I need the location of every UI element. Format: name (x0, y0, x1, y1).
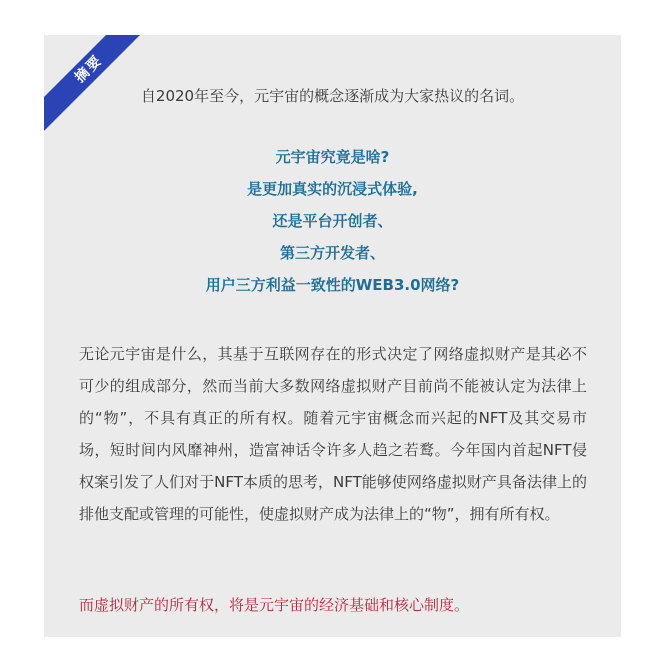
question-line: 第三方开发者、 (279, 244, 385, 262)
question-line: 用户三方利益一致性的WEB3.0网络? (205, 276, 460, 294)
question-line: 元宇宙究竟是啥? (275, 148, 390, 166)
body-paragraph: 无论元宇宙是什么，其基于互联网存在的形式决定了网络虚拟财产是其必不可少的组成部分，然而当前大多数网络虚拟财产目前尚不能被认定为法律上的“物”，不具有真正的所有权。随着元宇宙概念而兴起的NFT及其交易市场，短时间内风靡神州，造富神话令许多人趋之若鹜。今年国内首起NFT侵权案引发了人们对于NFT本质的思考，NFT能够使网络虚拟财产具备法律上的排他支配或管理的可能性，使虚拟财产成为法律上的“物”，拥有所有权。 (79, 345, 587, 523)
conclusion-text: 而虚拟财产的所有权，将是元宇宙的经济基础和核心制度。 (79, 596, 470, 614)
question-block (44, 147, 621, 307)
intro-text: 自2020年至今，元宇宙的概念逐渐成为大家热议的名词。 (140, 87, 525, 105)
question-line: 还是平台开创者、 (272, 212, 393, 230)
abstract-badge: 摘要 (44, 35, 151, 131)
abstract-card (44, 35, 621, 637)
question-line: 是更加真实的沉浸式体验, (247, 180, 418, 198)
